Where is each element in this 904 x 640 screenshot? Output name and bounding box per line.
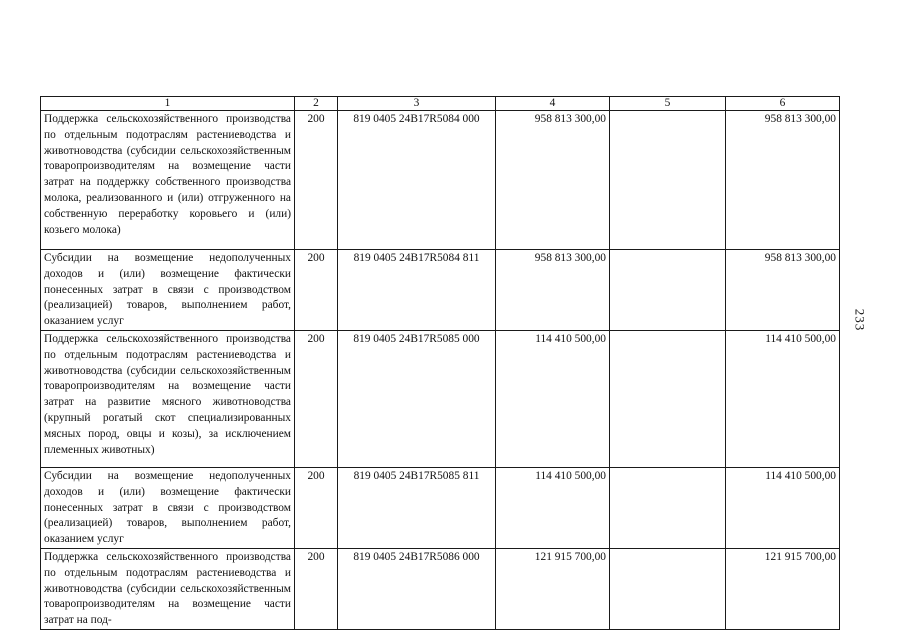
row-code: 200 (295, 330, 338, 467)
row-code: 200 (295, 467, 338, 548)
row-total: 958 813 300,00 (726, 250, 840, 331)
row-amount: 958 813 300,00 (496, 250, 610, 331)
row-code: 200 (295, 111, 338, 250)
table-header-row (41, 97, 840, 111)
row-code: 200 (295, 250, 338, 331)
row-kbk: 819 0405 24B17R5086 000 (338, 548, 496, 629)
header-col-6: 6 (726, 97, 840, 111)
row-kbk: 819 0405 24B17R5084 811 (338, 250, 496, 331)
row-amount: 114 410 500,00 (496, 467, 610, 548)
row-description: Поддержка сельскохозяйственного производства по отдельным подотраслям растениеводства и животноводства (субсидии сельскохозяйственным товаропроизводителям на возмещение части затрат на развитие мясного животноводства (крупный рогатый скот специализированных мясных пород, овцы и козы), за исключением племенных животных) (41, 330, 295, 467)
row-total: 114 410 500,00 (726, 467, 840, 548)
row-col5 (610, 467, 726, 548)
budget-table (40, 96, 840, 630)
row-total: 958 813 300,00 (726, 111, 840, 250)
table-row (41, 548, 840, 629)
header-col-3: 3 (338, 97, 496, 111)
header-col-4: 4 (496, 97, 610, 111)
row-kbk: 819 0405 24B17R5084 000 (338, 111, 496, 250)
row-code: 200 (295, 548, 338, 629)
row-description: Субсидии на возмещение недополученных доходов и (или) возмещение фактически понесенных затрат в связи с производством (реализацией) товаров, выполнением работ, оказанием услуг (41, 250, 295, 331)
header-col-2: 2 (295, 97, 338, 111)
header-col-1: 1 (41, 97, 295, 111)
row-total: 114 410 500,00 (726, 330, 840, 467)
table-row (41, 330, 840, 467)
table-row (41, 111, 840, 250)
row-amount: 121 915 700,00 (496, 548, 610, 629)
row-description: Поддержка сельскохозяйственного производства по отдельным подотраслям растениеводства и животноводства (субсидии сельскохозяйственным товаропроизводителям на возмещение части затрат на под- (41, 548, 295, 629)
page-number: 233 (852, 308, 868, 332)
header-col-5: 5 (610, 97, 726, 111)
row-kbk: 819 0405 24B17R5085 000 (338, 330, 496, 467)
row-col5 (610, 111, 726, 250)
row-col5 (610, 548, 726, 629)
row-description: Субсидии на возмещение недополученных доходов и (или) возмещение фактически понесенных затрат в связи с производством (реализацией) товаров, выполнением работ, оказанием услуг (41, 467, 295, 548)
row-amount: 114 410 500,00 (496, 330, 610, 467)
table-row (41, 250, 840, 331)
row-kbk: 819 0405 24B17R5085 811 (338, 467, 496, 548)
row-amount: 958 813 300,00 (496, 111, 610, 250)
row-total: 121 915 700,00 (726, 548, 840, 629)
row-col5 (610, 330, 726, 467)
table-row (41, 467, 840, 548)
row-description: Поддержка сельскохозяйственного производства по отдельным подотраслям растениеводства и животноводства (субсидии сельскохозяйственным товаропроизводителям на возмещение части затрат на поддержку собственного производства молока, реализованного и (или) отгруженного на собственную переработку коровьего и (или) козьего молока) (41, 111, 295, 250)
row-col5 (610, 250, 726, 331)
